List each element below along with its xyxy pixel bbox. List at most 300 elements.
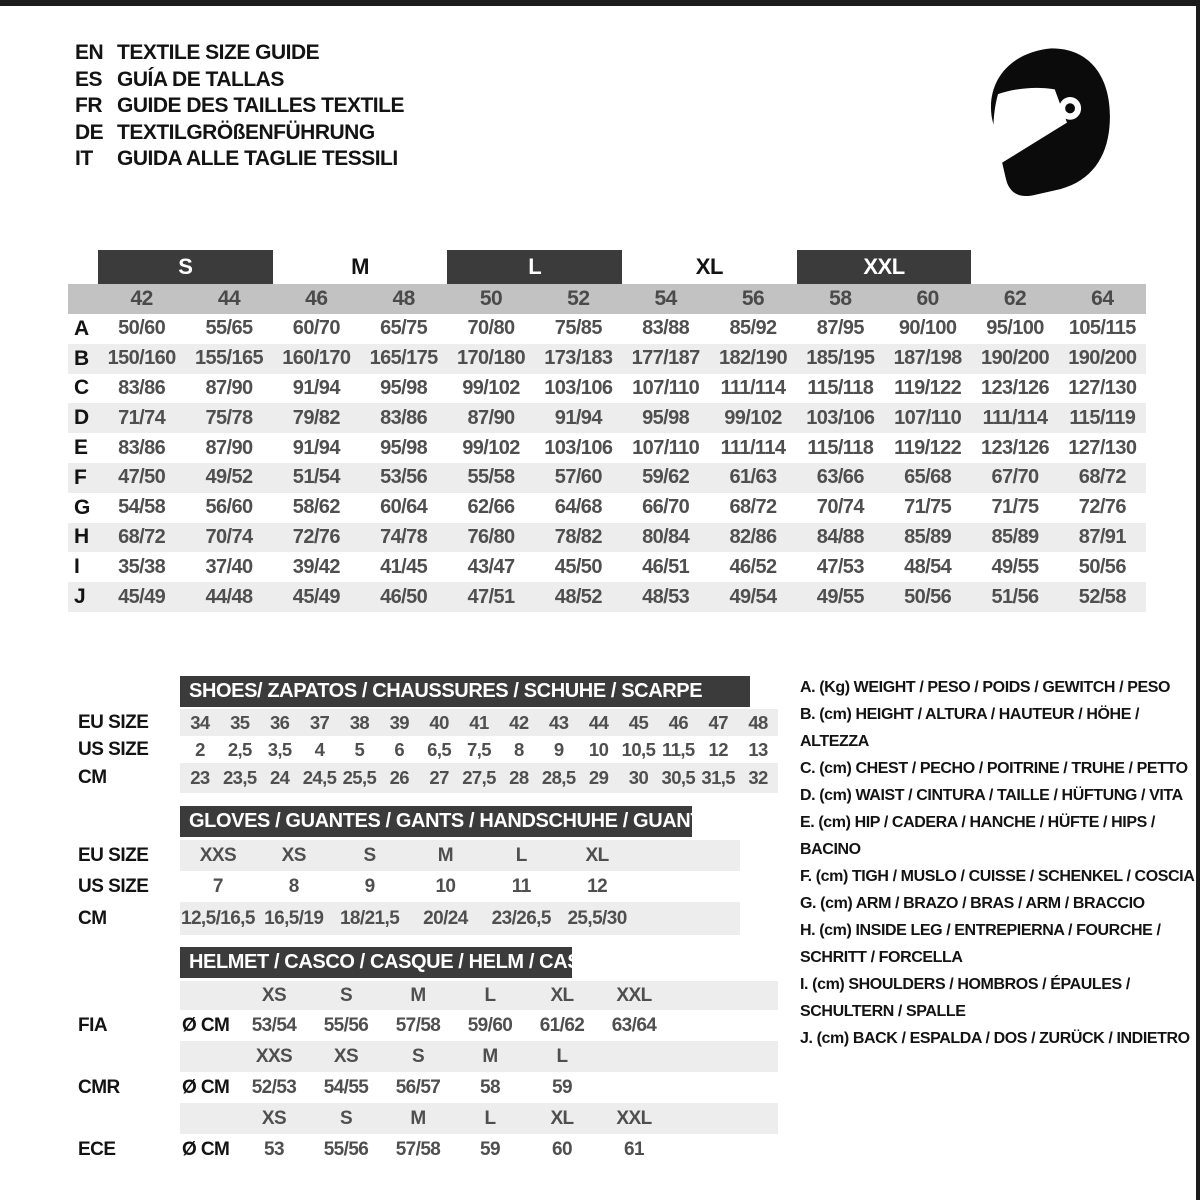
size-cell: 59/62 [642, 466, 690, 489]
size-group-s: S [98, 250, 273, 284]
size-cell: 83/86 [380, 406, 428, 429]
language-title: GUÍA DE TALLAS [117, 67, 284, 91]
size-cell: 71/74 [118, 406, 166, 429]
size-cell: 25,5/30 [567, 907, 627, 929]
row-label-ece: ECE [78, 1138, 116, 1160]
subtable-row [180, 763, 778, 793]
size-cell: 58/62 [292, 496, 340, 519]
size-cell: 182/190 [718, 347, 788, 370]
size-cell: 51/56 [991, 585, 1039, 608]
subtable-cells [238, 1041, 670, 1072]
language-row [75, 120, 404, 147]
size-cell: 43 [549, 711, 569, 733]
size-cell: 28 [509, 767, 529, 788]
numeric-size: 46 [305, 287, 328, 310]
size-cell: L [484, 984, 496, 1006]
size-cell: 67/70 [991, 466, 1039, 489]
measure-row-f [68, 463, 1146, 493]
size-cell: 10,5 [621, 738, 656, 760]
size-cell: 41 [469, 711, 489, 733]
language-title-list [75, 40, 404, 173]
measure-row-h [68, 523, 1146, 553]
size-cell: 8 [288, 875, 299, 897]
size-cell: XS [281, 844, 306, 866]
size-cell: 119/122 [894, 376, 962, 399]
size-cell: 90/100 [898, 317, 957, 340]
size-group-row [68, 250, 1146, 284]
legend-item: D. (cm) WAIST / CINTURA / TAILLE / HÜFTUNG / VITA [800, 787, 1183, 804]
unit-label: Ø CM [182, 1014, 230, 1036]
size-cell: 103/106 [544, 376, 613, 399]
numeric-size: 56 [741, 287, 765, 310]
size-cell: 76/80 [467, 525, 515, 548]
measure-letter: A [74, 316, 90, 340]
subtable-cells [238, 1134, 670, 1165]
row-label: CM [78, 767, 107, 788]
size-cell: 185/195 [806, 347, 875, 370]
row-label: EU SIZE [78, 711, 149, 733]
language-row [75, 93, 404, 120]
legend-item: I. (cm) SHOULDERS / HOMBROS / ÉPAULES / SCHULTERN / SPALLE [800, 976, 1130, 1020]
size-cell: 48/52 [554, 585, 602, 608]
size-cell: 119/122 [894, 436, 962, 459]
measure-letter: H [74, 525, 90, 549]
size-cell: 87/90 [467, 406, 515, 429]
page-top-border [0, 0, 1200, 6]
size-cell: 62/66 [467, 496, 515, 519]
unit-label: Ø CM [182, 1076, 230, 1098]
measure-row-c [68, 374, 1146, 404]
size-cell: 165/175 [369, 347, 438, 370]
size-cell: 70/74 [816, 496, 864, 519]
size-cell: 48 [748, 711, 768, 733]
size-cell: L [556, 1045, 568, 1067]
size-cell: 56/60 [205, 496, 253, 519]
size-cell: 48/54 [904, 555, 952, 578]
size-cell: 111/114 [720, 436, 786, 459]
size-cell: 45/50 [554, 555, 602, 578]
size-cell: 27 [429, 767, 449, 788]
size-cell: 37 [309, 711, 330, 733]
size-cell: XS [261, 1107, 287, 1129]
row-label: US SIZE [78, 738, 149, 760]
subtable-cells [180, 902, 635, 935]
size-cell: 105/115 [1068, 317, 1136, 340]
subtable-row [180, 736, 778, 763]
measure-letter: G [74, 495, 91, 519]
subtable-cells [180, 763, 778, 793]
size-cell: 28,5 [541, 767, 576, 788]
size-cell: 61/62 [539, 1014, 585, 1036]
size-cell: 65/68 [904, 466, 952, 489]
legend-item: F. (cm) TIGH / MUSLO / CUISSE / SCHENKEL / COSCIA [800, 868, 1195, 885]
size-cell: 23,5 [222, 767, 257, 788]
language-code: IT [75, 147, 93, 171]
legend-item: H. (cm) INSIDE LEG / ENTREPIERNA / FOURCHE / SCHRITT / FORCELLA [800, 922, 1161, 966]
size-cell: 2 [195, 738, 205, 760]
measure-row-i [68, 552, 1146, 582]
subtable-row [180, 840, 740, 871]
size-cell: 46/51 [642, 555, 690, 578]
size-cell: 45/49 [292, 585, 340, 608]
size-cell: 42 [509, 711, 529, 733]
size-cell: 91/94 [292, 376, 340, 399]
size-cell: XS [333, 1045, 359, 1067]
language-title: GUIDE DES TAILLES TEXTILE [117, 94, 404, 118]
legend-item: B. (cm) HEIGHT / ALTURA / HAUTEUR / HÖHE / ALTEZZA [800, 706, 1140, 750]
size-cell: 64/68 [554, 496, 602, 519]
size-cell: 47/53 [816, 555, 864, 578]
size-cell: 82/86 [729, 525, 777, 548]
size-cell: 36 [269, 711, 290, 733]
helmet-value-row [180, 1134, 778, 1165]
numeric-size: 58 [829, 287, 852, 310]
helmet-size-header-row [180, 1041, 778, 1072]
size-cell: 47/50 [118, 466, 166, 489]
size-cell: 177/187 [631, 347, 700, 370]
size-cell: 11 [511, 875, 531, 897]
size-cell: 87/91 [1078, 525, 1126, 548]
helmet-icon [975, 42, 1113, 200]
subtable-row [180, 871, 740, 902]
size-cell: M [410, 1107, 426, 1129]
size-cell: 59/60 [467, 1014, 513, 1036]
size-cell: 150/160 [107, 347, 176, 370]
size-cell: 115/118 [807, 376, 874, 399]
size-cell: 45 [628, 711, 649, 733]
size-group-m: M [351, 254, 369, 279]
size-cell: 115/118 [807, 436, 874, 459]
size-cell: 83/88 [642, 317, 690, 340]
numeric-size: 48 [392, 287, 415, 310]
size-cell: 52/58 [1078, 585, 1126, 608]
size-cell: 60/64 [380, 496, 428, 519]
size-cell: 49/55 [816, 585, 864, 608]
size-cell: 91/94 [554, 406, 602, 429]
size-cell: 71/75 [991, 496, 1039, 519]
size-cell: 115/119 [1069, 406, 1136, 429]
size-cell: 83/86 [118, 436, 166, 459]
language-code: EN [75, 41, 104, 65]
size-cell: 107/110 [632, 376, 700, 399]
size-cell: 61/63 [729, 466, 777, 489]
size-cell: 99/102 [462, 376, 520, 399]
size-cell: 173/183 [544, 347, 613, 370]
size-cell: 9 [553, 738, 564, 760]
shoes-title-band: SHOES/ ZAPATOS / CHAUSSURES / SCHUHE / SCARPE [180, 676, 750, 707]
size-cell: 8 [514, 738, 524, 760]
size-cell: 111/114 [720, 376, 786, 399]
row-label: CM [78, 907, 107, 929]
size-cell: XXL [616, 984, 652, 1006]
size-cell: 74/78 [380, 525, 428, 548]
size-cell: 50/56 [904, 585, 952, 608]
measure-letter: B [74, 346, 90, 370]
numeric-size: 50 [479, 287, 503, 310]
size-cell: 95/98 [380, 376, 428, 399]
measure-row-j [68, 582, 1146, 612]
size-cell: 18/21,5 [339, 907, 400, 929]
row-label: EU SIZE [78, 844, 149, 866]
textile-size-table [68, 250, 1146, 612]
size-cell: 47 [708, 711, 728, 733]
size-cell: 4 [314, 738, 325, 760]
subtable-row [180, 902, 740, 935]
size-cell: 25,5 [342, 767, 377, 788]
subtable-cells [180, 736, 778, 763]
size-cell: 40 [429, 711, 449, 733]
size-cell: 7,5 [467, 738, 491, 760]
row-label-fia: FIA [78, 1014, 108, 1036]
size-cell: S [363, 844, 376, 866]
size-cell: XXL [616, 1107, 652, 1129]
size-cell: 75/85 [554, 317, 602, 340]
size-cell: 35 [230, 711, 250, 733]
size-cell: 99/102 [724, 406, 782, 429]
size-cell: 57/58 [395, 1138, 441, 1160]
size-cell: 45/49 [118, 585, 166, 608]
size-cell: 95/100 [986, 317, 1044, 340]
size-cell: 85/92 [729, 317, 777, 340]
size-cell: 13 [748, 738, 768, 760]
size-cell: 23/26,5 [491, 907, 551, 929]
measure-row-e [68, 433, 1146, 463]
size-cell: 170/180 [456, 347, 526, 370]
size-cell: M [482, 1045, 498, 1067]
size-cell: 43/47 [467, 555, 515, 578]
legend-item: J. (cm) BACK / ESPALDA / DOS / ZURÜCK / INDIETRO [800, 1030, 1190, 1047]
size-cell: 34 [190, 711, 210, 733]
subtable-cells [180, 871, 635, 902]
size-cell: 30 [628, 767, 649, 788]
size-cell: 50/60 [118, 317, 166, 340]
size-cell: 37/40 [205, 555, 253, 578]
helmet-table [68, 947, 798, 1167]
size-cell: 27,5 [462, 767, 496, 788]
size-cell: 123/126 [980, 436, 1050, 459]
gloves-table [68, 806, 798, 936]
size-cell: 7 [212, 875, 223, 897]
size-cell: 190/200 [980, 347, 1050, 370]
size-cell: 50/56 [1078, 555, 1126, 578]
language-code: ES [75, 67, 103, 91]
size-cell: XL [550, 984, 574, 1006]
size-cell: L [515, 844, 527, 866]
size-cell: 6,5 [427, 738, 452, 760]
size-cell: 56/57 [395, 1076, 441, 1098]
size-cell: 127/130 [1068, 376, 1137, 399]
size-cell: XL [550, 1107, 574, 1129]
size-cell: 11,5 [662, 738, 695, 760]
size-cell: 160/170 [282, 347, 351, 370]
size-cell: 52/53 [251, 1076, 297, 1098]
size-cell: 68/72 [118, 525, 166, 548]
helmet-value-row [180, 1072, 778, 1103]
size-cell: S [411, 1045, 425, 1067]
legend-item: E. (cm) HIP / CADERA / HANCHE / HÜFTE / HIPS / BACINO [800, 814, 1155, 858]
row-label-cmr: CMR [78, 1076, 120, 1098]
size-cell: 78/82 [554, 525, 602, 548]
size-cell: 2,5 [227, 738, 252, 760]
size-cell: 29 [588, 767, 609, 788]
helmet-value-row [180, 1010, 778, 1041]
size-cell: 44/48 [205, 585, 253, 608]
size-cell: 12,5/16,5 [180, 907, 255, 929]
row-label: US SIZE [78, 875, 149, 897]
size-cell: 95/98 [642, 406, 690, 429]
subtable-cells [238, 1103, 670, 1134]
subtable-row [180, 709, 778, 736]
size-cell: 123/126 [980, 376, 1050, 399]
size-cell: 60/70 [292, 317, 340, 340]
size-cell: 111/114 [982, 406, 1048, 429]
size-cell: 57/58 [395, 1014, 441, 1036]
subtable-cells [238, 1010, 670, 1041]
language-code: DE [75, 120, 104, 144]
size-cell: 10 [435, 875, 456, 897]
size-cell: 71/75 [904, 496, 952, 519]
subtable-cells [238, 1072, 670, 1103]
subtable-cells [180, 840, 635, 871]
size-cell: 31,5 [701, 767, 735, 788]
size-cell: 87/90 [205, 376, 253, 399]
size-cell: 87/90 [205, 436, 253, 459]
size-cell: 59 [480, 1138, 500, 1160]
size-cell: 127/130 [1068, 436, 1137, 459]
size-cell: 24,5 [302, 767, 337, 788]
size-cell: 39 [389, 711, 409, 733]
size-cell: 57/60 [554, 466, 602, 489]
size-cell: 55/56 [323, 1138, 369, 1160]
size-group-xxl: XXL [797, 250, 972, 284]
size-cell: 85/89 [904, 525, 952, 548]
numeric-size-row [68, 284, 1146, 314]
size-cell: 99/102 [462, 436, 520, 459]
size-cell: 12 [587, 875, 608, 897]
size-cell: 3,5 [267, 738, 292, 760]
numeric-size: 54 [654, 287, 677, 310]
measure-row-a [68, 314, 1146, 344]
size-cell: M [410, 984, 426, 1006]
size-cell: 20/24 [423, 907, 468, 929]
measure-letter: J [74, 585, 86, 609]
measure-letter: C [74, 376, 90, 400]
measure-row-d [68, 403, 1146, 433]
size-cell: 70/80 [467, 317, 515, 340]
legend-item: G. (cm) ARM / BRAZO / BRAS / ARM / BRACCIO [800, 895, 1145, 912]
size-cell: 53/56 [380, 466, 428, 489]
size-cell: 103/106 [806, 406, 875, 429]
numeric-size: 42 [130, 287, 153, 310]
size-cell: 60 [552, 1138, 572, 1160]
size-cell: 6 [394, 738, 405, 760]
size-cell: 72/76 [292, 525, 340, 548]
subtable-cells [180, 709, 778, 736]
size-cell: 79/82 [292, 406, 340, 429]
size-cell: 10 [588, 738, 609, 760]
size-cell: 68/72 [729, 496, 777, 519]
language-row [75, 40, 404, 67]
size-cell: 53/54 [251, 1014, 297, 1036]
language-row [75, 67, 404, 94]
size-cell: 12 [708, 738, 728, 760]
size-cell: 46 [668, 711, 689, 733]
size-cell: 16,5/19 [264, 907, 324, 929]
size-cell: 35/38 [118, 555, 166, 578]
size-cell: 187/198 [893, 347, 962, 370]
size-cell: XXS [255, 1045, 293, 1067]
size-cell: 47/51 [467, 585, 515, 608]
size-cell: 55/65 [205, 317, 253, 340]
size-cell: 155/165 [194, 347, 264, 370]
gloves-title-band: GLOVES / GUANTES / GANTS / HANDSCHUHE / GUANTI [180, 806, 692, 837]
size-cell: S [339, 984, 353, 1006]
size-cell: 107/110 [632, 436, 700, 459]
size-cell: 55/58 [467, 466, 515, 489]
size-cell: 53 [264, 1138, 284, 1160]
size-cell: L [484, 1107, 496, 1129]
measure-row-g [68, 493, 1146, 523]
size-group-xl: XL [695, 254, 723, 279]
size-cell: M [437, 844, 454, 866]
size-cell: 190/200 [1068, 347, 1137, 370]
size-cell: 39/42 [292, 555, 340, 578]
size-cell: 95/98 [380, 436, 428, 459]
numeric-size: 60 [916, 287, 939, 310]
size-cell: 41/45 [380, 555, 428, 578]
language-title: TEXTILGRÖßENFÜHRUNG [117, 120, 375, 144]
numeric-size: 64 [1091, 287, 1114, 310]
size-cell: 107/110 [894, 406, 962, 429]
size-cell: 58 [480, 1076, 500, 1098]
size-cell: 54/55 [323, 1076, 369, 1098]
size-group-l: L [447, 250, 622, 284]
size-cell: 55/56 [323, 1014, 369, 1036]
size-cell: XXS [199, 844, 237, 866]
size-cell: 54/58 [118, 496, 166, 519]
helmet-size-header-row [180, 1103, 778, 1134]
language-title: GUIDA ALLE TAGLIE TESSILI [117, 147, 398, 171]
size-cell: 51/54 [292, 466, 340, 489]
size-cell: 38 [349, 711, 370, 733]
language-row [75, 146, 404, 173]
numeric-size: 62 [1003, 287, 1027, 310]
numeric-size: 52 [567, 287, 590, 310]
size-cell: 5 [354, 738, 365, 760]
size-cell: 68/72 [1078, 466, 1126, 489]
legend-item: A. (Kg) WEIGHT / PESO / POIDS / GEWITCH / PESO [800, 679, 1171, 696]
size-cell: 49/55 [991, 555, 1039, 578]
size-cell: 65/75 [380, 317, 428, 340]
size-cell: 66/70 [642, 496, 690, 519]
size-cell: 46/52 [729, 555, 777, 578]
size-cell: 83/86 [118, 376, 166, 399]
size-cell: 48/53 [642, 585, 690, 608]
measure-letter: I [74, 555, 80, 579]
helmet-title-band: HELMET / CASCO / CASQUE / HELM / CASCO [180, 947, 572, 978]
size-cell: 85/89 [991, 525, 1039, 548]
size-cell: 70/74 [205, 525, 253, 548]
size-cell: 59 [552, 1076, 572, 1098]
size-cell: 63/66 [816, 466, 864, 489]
measurement-legend [800, 674, 1198, 1052]
size-cell: 32 [748, 767, 768, 788]
size-cell: XS [261, 984, 287, 1006]
language-title: TEXTILE SIZE GUIDE [117, 41, 320, 65]
size-cell: 23 [190, 767, 210, 788]
helmet-size-header-row [180, 981, 778, 1010]
size-cell: 46/50 [380, 585, 428, 608]
